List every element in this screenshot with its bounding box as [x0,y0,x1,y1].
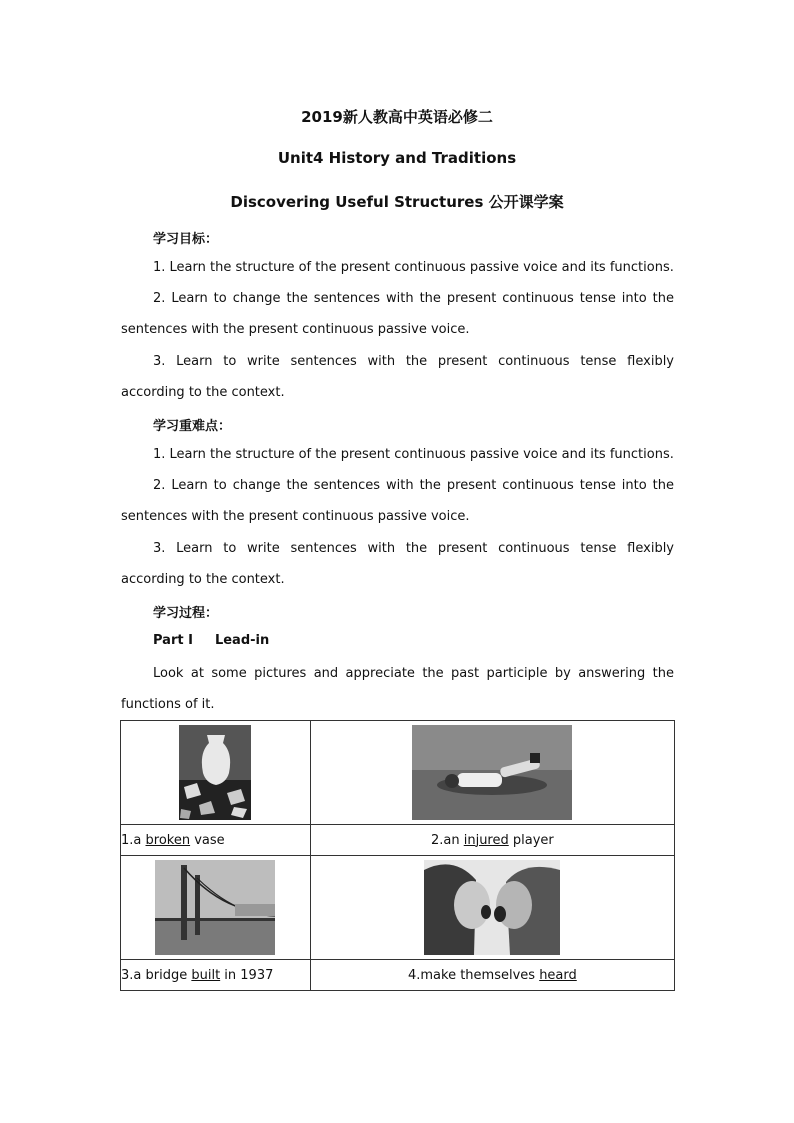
caption-text: 4.make themselves heard [407,967,577,983]
key-point-item: 1. Learn the structure of the present continuous passive voice and its functions. [153,447,674,462]
objectives-heading: 学习目标： [153,232,219,247]
caption-cell [121,825,311,856]
part-title: Lead-in [214,633,270,648]
caption-text: 2.an injured player [430,832,554,848]
image-cell [310,721,674,825]
key-point-item: 2. Learn to change the sentences with the present continuous tense into the sentences with the present continuous passive voice. [121,478,674,524]
shouting-couple-image [424,860,560,955]
objective-item: 2. Learn to change the sentences with the present continuous tense into the sentences with the present continuous passive voice. [121,291,674,337]
objective-item: 3. Learn to write sentences with the present continuous tense flexibly according to the context. [121,354,674,400]
past-participle: built [191,967,221,983]
image-cell [310,856,674,960]
picture-table [120,720,675,991]
objective-item: 1. Learn the structure of the present continuous passive voice and its functions. [153,260,674,275]
past-participle: heard [539,967,577,983]
part-label: Part Ⅰ [153,633,193,648]
lesson-title: Discovering Useful Structures 公开课学案 [230,193,564,211]
past-participle: broken [145,832,191,848]
caption-cell [310,960,674,991]
past-participle: injured [463,832,509,848]
caption-cell [121,960,311,991]
injured-player-image [412,725,572,820]
key-points-heading: 学习重难点： [153,419,232,434]
document-title: 2019新人教高中英语必修二 [301,108,493,126]
part-heading [153,633,269,648]
caption-text: 1.a broken vase [121,832,225,848]
caption-cell [310,825,674,856]
image-cell [121,721,311,825]
unit-title: Unit4 History and Traditions [277,149,517,167]
process-heading: 学习过程： [153,606,219,621]
caption-text: 3.a bridge built in 1937 [121,967,274,983]
key-point-item: 3. Learn to write sentences with the present continuous tense flexibly according to the context. [121,541,674,587]
image-cell [121,856,311,960]
instruction-text: Look at some pictures and appreciate the past participle by answering the functions of it. [121,666,674,712]
broken-vase-image [179,725,251,820]
bridge-image [155,860,275,955]
